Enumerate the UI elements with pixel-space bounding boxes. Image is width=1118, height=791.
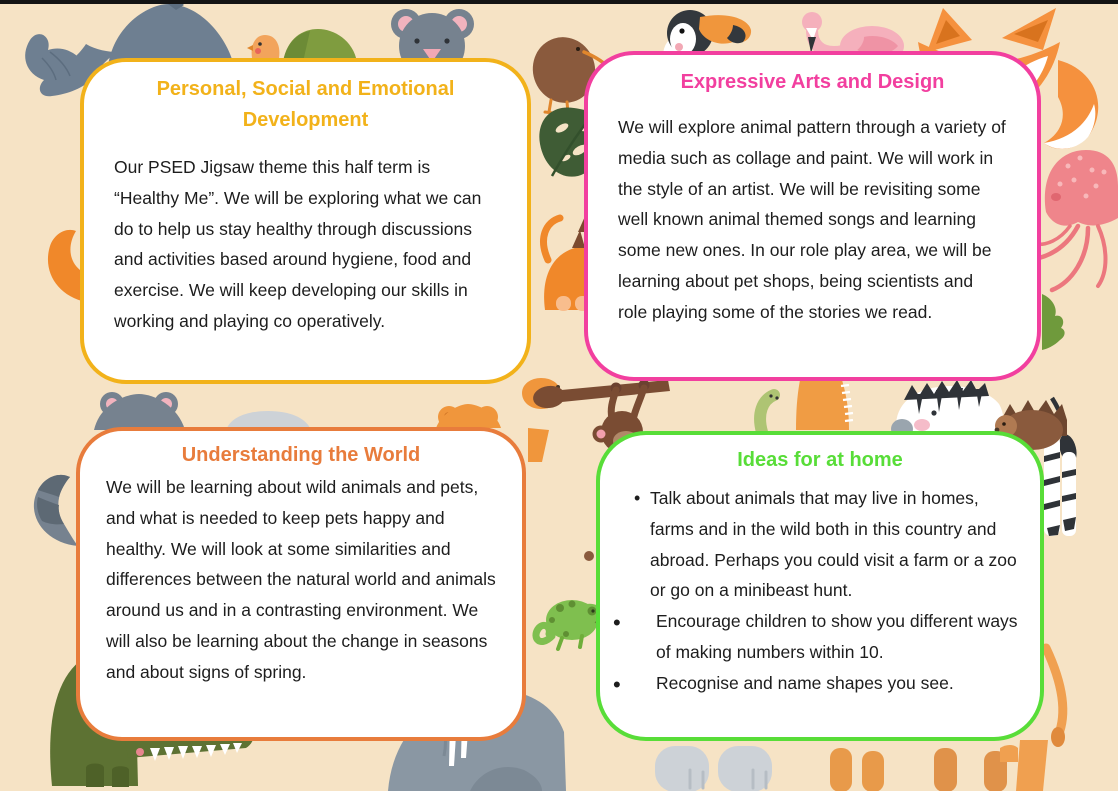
- card-ead-title: Expressive Arts and Design: [680, 71, 945, 93]
- card-ead: [584, 51, 1041, 381]
- chameleon-illustration: [536, 551, 604, 649]
- leaf-illustration: [1042, 294, 1065, 350]
- card-utw-body: We will be learning about wild animals and pets, and what is needed to keep pets happy and healthy. We will look at some similarities and differences between the natural world and animals around us and in a contrasting environment. We will also be learning about the change in seasons and about signs of spring.: [106, 477, 496, 682]
- card-home-bullet-list: [600, 483, 1040, 699]
- card-home-title: Ideas for at home: [737, 449, 903, 471]
- bullet-item: • Encourage children to show you different ways of making numbers within 10.: [600, 606, 1022, 668]
- card-psed-title: Personal, Social and Emotional Development: [156, 78, 455, 131]
- raccoon-head-illustration: [94, 392, 185, 430]
- polar-bear-legs-illustration: [655, 746, 772, 791]
- raccoon-tail-illustration: [34, 475, 78, 546]
- bullet-item: • Talk about animals that may live in homes, farms and in the wild both in this country and abroad. Perhaps you could visit a farm or a zoo or go on a minibeast hunt.: [600, 483, 1022, 606]
- tiger-head-illustration: [436, 404, 501, 428]
- card-ead-body: We will explore animal pattern through a variety of media such as collage and paint. We will work in the style of an artist. We will be revisiting some well known animal themed songs and learning some new ones. In our role play area, we will be learning about pet shops, being scientists and role playing some of the stories we read.: [618, 117, 1006, 322]
- giraffe-neck-illustration: [796, 380, 853, 430]
- orange-bird-illustration: [247, 35, 279, 58]
- card-home: [596, 431, 1044, 741]
- giraffe-legs-illustration: [934, 748, 1007, 791]
- camel-legs-illustration: [830, 748, 884, 791]
- bullet-item: • Recognise and name shapes you see.: [600, 668, 1022, 699]
- worm-illustration: [760, 394, 779, 432]
- card-utw-title: Understanding the World: [181, 444, 421, 466]
- card-utw: [76, 427, 526, 741]
- bear-head-illustration: [227, 411, 310, 428]
- card-psed: [80, 58, 531, 384]
- card-psed-body: Our PSED Jigsaw theme this half term is “Healthy Me”. We will be exploring what we can do to help us stay healthy through discussions and activities based around hygiene, food and exercise. We will keep developing our skills in working and playing co operatively.: [114, 157, 482, 331]
- screenshot-top-edge: [0, 0, 1118, 4]
